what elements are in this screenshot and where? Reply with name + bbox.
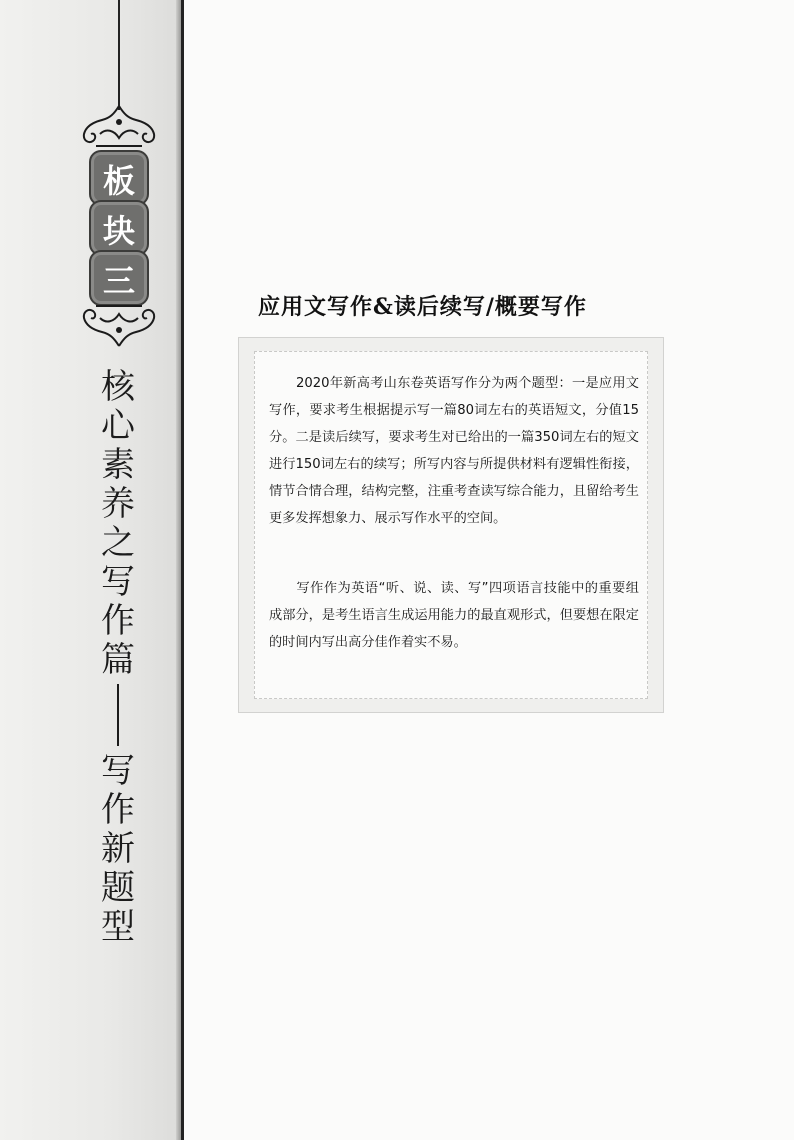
badge-char-1: 板 bbox=[89, 150, 149, 206]
intro-text-2: 写作作为英语“听、说、读、写”四项语言技能中的重要组成部分，是考生语言生成运用能力的最直观形式，但要想在限定的时间内写出高分佳作着实不易。 bbox=[269, 581, 639, 650]
ornament-top-icon bbox=[80, 104, 158, 148]
intro-paragraph-1 bbox=[269, 370, 639, 532]
vertical-section-title bbox=[93, 368, 143, 947]
title-char: 素 bbox=[101, 445, 135, 485]
title-char: 核 bbox=[101, 367, 135, 407]
title-char: 养 bbox=[101, 484, 135, 524]
title-char: 之 bbox=[101, 523, 135, 563]
sidebar-top-line bbox=[118, 0, 120, 110]
title-dash bbox=[117, 684, 119, 746]
title-char: 写 bbox=[101, 562, 135, 602]
title-char: 写 bbox=[101, 751, 135, 791]
title-char: 篇 bbox=[101, 640, 135, 680]
title-char: 心 bbox=[101, 406, 135, 446]
title-char: 作 bbox=[101, 790, 135, 830]
badge-char-3: 三 bbox=[89, 250, 149, 306]
title-char: 新 bbox=[101, 829, 135, 869]
title-char: 型 bbox=[101, 907, 135, 947]
badge-char-2: 块 bbox=[89, 200, 149, 256]
title-char: 题 bbox=[101, 868, 135, 908]
title-char: 作 bbox=[101, 601, 135, 641]
ornament-bottom-icon bbox=[80, 304, 158, 348]
sidebar-divider bbox=[181, 0, 184, 1140]
page-title: 应用文写作&读后续写/概要写作 bbox=[258, 294, 587, 320]
intro-text-1: 2020年新高考山东卷英语写作分为两个题型：一是应用文写作，要求考生根据提示写一篇80词左右的英语短文，分值15分。二是读后续写，要求考生对已给出的一篇350词左右的短文进行150词左右的续写；所写内容与所提供材料有逻辑性衔接，情节合情合理，结构完整，注重考查读写综合能力，且留给考生更多发挥想象力、展示写作水平的空间。 bbox=[269, 376, 639, 526]
intro-paragraph-2 bbox=[269, 575, 639, 656]
